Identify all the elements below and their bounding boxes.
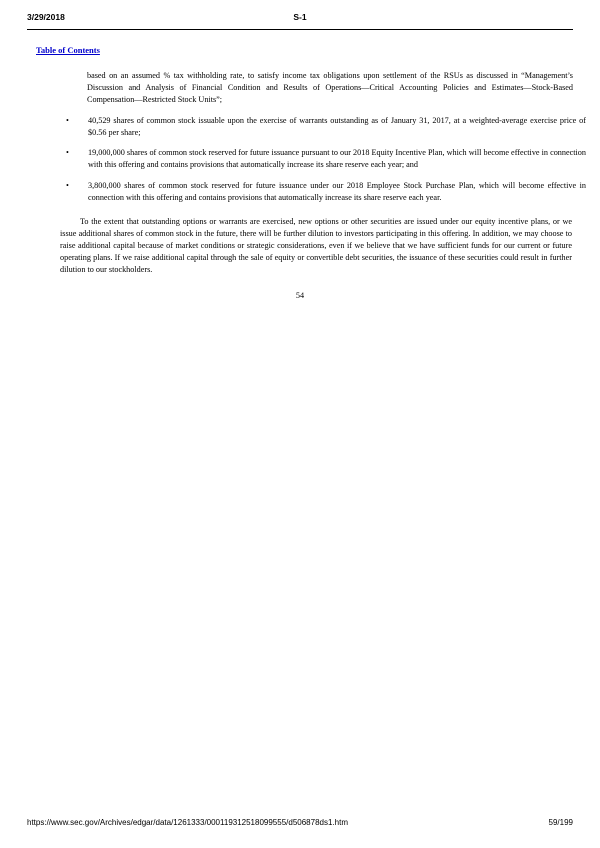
bullet-list bbox=[0, 115, 600, 204]
table-of-contents-link[interactable]: Table of Contents bbox=[36, 45, 100, 55]
closing-paragraph: To the extent that outstanding options or warrants are exercised, new options or other securities are issued under our equity incentive plans, or we issue additional shares of common stock in the future, there will be further dilution to investors participating in this offering. In addition, we may choose to raise additional capital because of market conditions or strategic considerations, even if we believe that we have sufficient funds for our current or future operating plans. If we raise additional capital through the sale of equity or convertible debt securities, the issuance of these securities could result in further dilution to our stockholders. bbox=[60, 217, 572, 274]
document-page-number: 54 bbox=[295, 291, 305, 301]
bullet-icon: • bbox=[66, 148, 69, 158]
list-item-text: 3,800,000 shares of common stock reserved for future issuance under our 2018 Employee Stock Purchase Plan, which will become effective in connection with this offering and contains provisions that automatically increase its share reserve each year. bbox=[88, 181, 586, 203]
continuation-paragraph: based on an assumed % tax withholding rate, to satisfy income tax obligations upon settlement of the RSUs as discussed in “Management’s Discussion and Analysis of Financial Condition and Results of Operations—Critical Accounting Policies and Estimates—Stock-Based Compensation—Restricted Stock Units”; bbox=[87, 71, 573, 104]
list-item bbox=[60, 147, 586, 171]
table-of-contents-link-wrapper bbox=[36, 40, 600, 58]
list-item-text: 19,000,000 shares of common stock reserved for future issuance pursuant to our 2018 Equity Incentive Plan, which will become effective in connection with this offering and contains provisions that automatically increase its share reserve each year; and bbox=[88, 148, 586, 170]
document-form-type: S-1 bbox=[293, 12, 307, 22]
document-body bbox=[0, 40, 600, 300]
source-url: https://www.sec.gov/Archives/edgar/data/1261333/000119312518099555/d506878ds1.htm bbox=[27, 818, 348, 827]
list-item bbox=[60, 115, 586, 139]
list-item bbox=[60, 180, 586, 204]
bullet-icon: • bbox=[66, 115, 69, 125]
header-divider bbox=[27, 29, 573, 30]
list-item-text: 40,529 shares of common stock issuable upon the exercise of warrants outstanding as of January 31, 2017, at a weighted-average exercise price of $0.56 per share; bbox=[88, 115, 586, 137]
browser-print-footer bbox=[0, 818, 600, 834]
continuation-text-block bbox=[27, 70, 573, 106]
bullet-icon: • bbox=[66, 181, 69, 191]
page-count: 59/199 bbox=[548, 818, 573, 827]
print-date: 3/29/2018 bbox=[27, 12, 65, 22]
